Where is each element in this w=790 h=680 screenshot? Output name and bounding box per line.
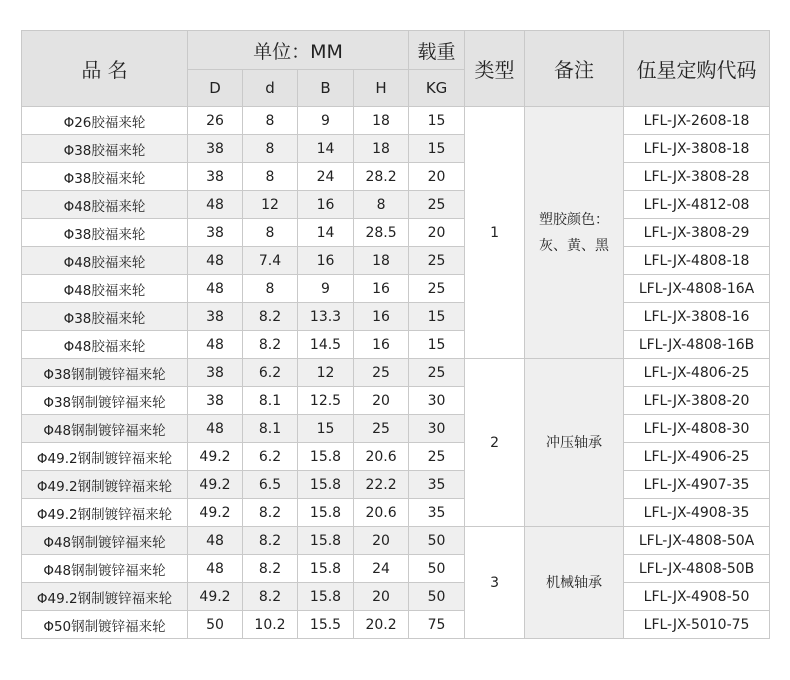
dim-d-cell: 8.2 [243,583,298,611]
remark-cell [525,359,624,527]
weight-cell: 25 [409,191,465,219]
dim-H-cell: 25 [354,359,409,387]
name-cell: Φ26胶福来轮 [22,107,188,135]
dim-B-cell: 15.8 [298,443,354,471]
dim-H-cell: 20.2 [354,611,409,639]
order-code-cell: LFL-JX-3808-29 [624,219,770,247]
dim-H-cell: 8 [354,191,409,219]
dim-B-cell: 14.5 [298,331,354,359]
remark-line: 塑胶颜色： [539,211,610,228]
order-code-cell: LFL-JX-4906-25 [624,443,770,471]
dim-H-cell: 18 [354,247,409,275]
dim-D-cell: 48 [188,527,243,555]
header-dim-d: d [243,70,298,107]
weight-cell: 25 [409,359,465,387]
table-row [22,135,770,163]
dim-B-cell: 16 [298,191,354,219]
dim-d-cell: 8.2 [243,527,298,555]
spec-table [21,30,770,639]
name-cell: Φ49.2钢制镀锌福来轮 [22,583,188,611]
dim-d-cell: 8.1 [243,387,298,415]
dim-d-cell: 6.2 [243,443,298,471]
header-dim-B: B [298,70,354,107]
order-code-cell: LFL-JX-4812-08 [624,191,770,219]
order-code-cell: LFL-JX-4806-25 [624,359,770,387]
name-cell: Φ38胶福来轮 [22,135,188,163]
name-cell: Φ48钢制镀锌福来轮 [22,527,188,555]
dim-D-cell: 49.2 [188,443,243,471]
header-code: 伍星定购代码 [624,31,770,107]
dim-B-cell: 15.8 [298,527,354,555]
dim-H-cell: 16 [354,331,409,359]
dim-d-cell: 8.2 [243,555,298,583]
name-cell: Φ38钢制镀锌福来轮 [22,387,188,415]
name-cell: Φ38胶福来轮 [22,303,188,331]
order-code-cell: LFL-JX-3808-16 [624,303,770,331]
dim-H-cell: 20 [354,583,409,611]
remark-cell [525,107,624,359]
dim-D-cell: 26 [188,107,243,135]
table-row [22,219,770,247]
table-row [22,275,770,303]
header-remark: 备注 [525,31,624,107]
order-code-cell: LFL-JX-4808-16A [624,275,770,303]
order-code-cell: LFL-JX-5010-75 [624,611,770,639]
dim-d-cell: 12 [243,191,298,219]
dim-d-cell: 8 [243,107,298,135]
dim-H-cell: 20.6 [354,499,409,527]
dim-B-cell: 14 [298,135,354,163]
order-code-cell: LFL-JX-4907-35 [624,471,770,499]
dim-D-cell: 48 [188,415,243,443]
header-type: 类型 [465,31,525,107]
order-code-cell: LFL-JX-4908-50 [624,583,770,611]
dim-D-cell: 48 [188,191,243,219]
remark-line: 机械轴承 [546,574,603,591]
dim-D-cell: 48 [188,247,243,275]
dim-H-cell: 16 [354,275,409,303]
dim-D-cell: 38 [188,163,243,191]
dim-H-cell: 22.2 [354,471,409,499]
dim-H-cell: 28.5 [354,219,409,247]
dim-H-cell: 20.6 [354,443,409,471]
dim-B-cell: 12.5 [298,387,354,415]
table-row [22,331,770,359]
dim-D-cell: 48 [188,331,243,359]
table-row [22,163,770,191]
order-code-cell: LFL-JX-3808-20 [624,387,770,415]
remark-line: 灰、黄、黑 [539,237,610,254]
weight-cell: 50 [409,583,465,611]
name-cell: Φ48钢制镀锌福来轮 [22,415,188,443]
order-code-cell: LFL-JX-4808-16B [624,331,770,359]
dim-H-cell: 28.2 [354,163,409,191]
table-row [22,191,770,219]
table-row [22,499,770,527]
dim-H-cell: 16 [354,303,409,331]
dim-d-cell: 10.2 [243,611,298,639]
name-cell: Φ49.2钢制镀锌福来轮 [22,443,188,471]
weight-cell: 15 [409,303,465,331]
name-cell: Φ49.2钢制镀锌福来轮 [22,471,188,499]
weight-cell: 30 [409,387,465,415]
dim-D-cell: 48 [188,275,243,303]
type-cell: 3 [465,527,525,639]
header-dim-D: D [188,70,243,107]
header-unit: 单位：MM [188,31,409,70]
dim-H-cell: 24 [354,555,409,583]
weight-cell: 50 [409,555,465,583]
dim-B-cell: 15 [298,415,354,443]
order-code-cell: LFL-JX-4808-30 [624,415,770,443]
weight-cell: 25 [409,247,465,275]
dim-D-cell: 49.2 [188,583,243,611]
weight-cell: 15 [409,107,465,135]
table-row [22,387,770,415]
dim-d-cell: 7.4 [243,247,298,275]
order-code-cell: LFL-JX-4808-18 [624,247,770,275]
table-body [22,107,770,639]
weight-cell: 15 [409,135,465,163]
dim-d-cell: 8.2 [243,331,298,359]
type-cell: 1 [465,107,525,359]
table-row [22,359,770,387]
dim-d-cell: 8.1 [243,415,298,443]
table-row [22,415,770,443]
name-cell: Φ38胶福来轮 [22,219,188,247]
dim-B-cell: 14 [298,219,354,247]
table-row [22,303,770,331]
dim-B-cell: 15.8 [298,499,354,527]
weight-cell: 75 [409,611,465,639]
dim-d-cell: 8 [243,163,298,191]
dim-D-cell: 49.2 [188,499,243,527]
dim-D-cell: 49.2 [188,471,243,499]
table-row [22,555,770,583]
table-row [22,471,770,499]
weight-cell: 35 [409,471,465,499]
dim-d-cell: 8 [243,135,298,163]
dim-B-cell: 15.5 [298,611,354,639]
name-cell: Φ38钢制镀锌福来轮 [22,359,188,387]
weight-cell: 20 [409,219,465,247]
dim-B-cell: 24 [298,163,354,191]
name-cell: Φ50钢制镀锌福来轮 [22,611,188,639]
header-name: 品 名 [22,31,188,107]
order-code-cell: LFL-JX-3808-18 [624,135,770,163]
dim-D-cell: 38 [188,387,243,415]
order-code-cell: LFL-JX-4808-50B [624,555,770,583]
dim-D-cell: 38 [188,303,243,331]
name-cell: Φ49.2钢制镀锌福来轮 [22,499,188,527]
dim-H-cell: 25 [354,415,409,443]
header-weight: 载重 [409,31,465,70]
dim-D-cell: 38 [188,219,243,247]
table-row [22,247,770,275]
dim-H-cell: 20 [354,527,409,555]
weight-cell: 50 [409,527,465,555]
type-cell: 2 [465,359,525,527]
order-code-cell: LFL-JX-4908-35 [624,499,770,527]
name-cell: Φ38胶福来轮 [22,163,188,191]
weight-cell: 25 [409,443,465,471]
dim-H-cell: 18 [354,135,409,163]
table-row [22,527,770,555]
dim-B-cell: 13.3 [298,303,354,331]
table-row [22,107,770,135]
dim-d-cell: 8 [243,219,298,247]
dim-B-cell: 16 [298,247,354,275]
table-row [22,583,770,611]
weight-cell: 15 [409,331,465,359]
weight-cell: 20 [409,163,465,191]
name-cell: Φ48胶福来轮 [22,191,188,219]
dim-D-cell: 38 [188,135,243,163]
dim-d-cell: 8.2 [243,499,298,527]
dim-d-cell: 8.2 [243,303,298,331]
dim-B-cell: 9 [298,275,354,303]
dim-D-cell: 50 [188,611,243,639]
dim-B-cell: 15.8 [298,583,354,611]
dim-d-cell: 8 [243,275,298,303]
dim-d-cell: 6.2 [243,359,298,387]
dim-B-cell: 15.8 [298,471,354,499]
name-cell: Φ48胶福来轮 [22,275,188,303]
remark-cell [525,527,624,639]
weight-cell: 35 [409,499,465,527]
dim-B-cell: 12 [298,359,354,387]
order-code-cell: LFL-JX-2608-18 [624,107,770,135]
dim-H-cell: 18 [354,107,409,135]
dim-B-cell: 15.8 [298,555,354,583]
order-code-cell: LFL-JX-3808-28 [624,163,770,191]
dim-D-cell: 48 [188,555,243,583]
remark-line: 冲压轴承 [546,434,603,451]
table-row [22,611,770,639]
header-dim-H: H [354,70,409,107]
order-code-cell: LFL-JX-4808-50A [624,527,770,555]
name-cell: Φ48胶福来轮 [22,331,188,359]
dim-d-cell: 6.5 [243,471,298,499]
table-row [22,443,770,471]
name-cell: Φ48胶福来轮 [22,247,188,275]
header-weight-unit: KG [409,70,465,107]
weight-cell: 25 [409,275,465,303]
dim-D-cell: 38 [188,359,243,387]
name-cell: Φ48钢制镀锌福来轮 [22,555,188,583]
dim-H-cell: 20 [354,387,409,415]
weight-cell: 30 [409,415,465,443]
dim-B-cell: 9 [298,107,354,135]
